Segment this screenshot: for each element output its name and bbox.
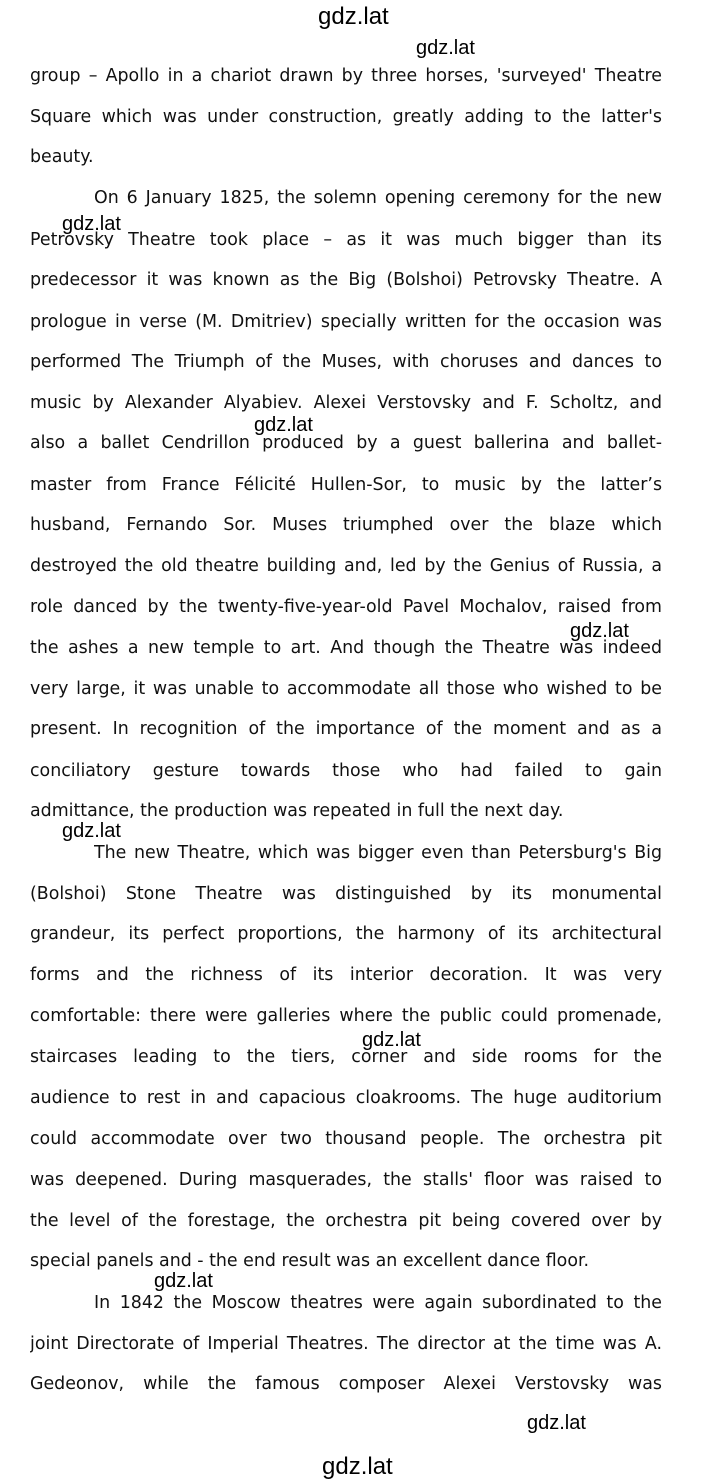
watermark: gdz.lat (254, 414, 313, 436)
text-line: special panels and - the end result was an excellent dance floor. (30, 1251, 590, 1271)
text-line: In 1842 the Moscow theatres were again subordinated to the (94, 1293, 662, 1313)
text-line: predecessor it was known as the Big (Bolshoi) Petrovsky Theatre. A (30, 270, 662, 290)
text-line: could accommodate over two thousand people. The orchestra pit (30, 1129, 662, 1149)
text-line: joint Directorate of Imperial Theatres. The director at the time was A. (30, 1334, 662, 1354)
watermark: gdz.lat (62, 213, 121, 235)
watermark-bottom: gdz.lat (322, 1453, 393, 1480)
text-line: the level of the forestage, the orchestra pit being covered over by (30, 1211, 662, 1231)
text-line: master from France Félicité Hullen-Sor, to music by the latter’s (30, 475, 662, 495)
text-line: destroyed the old theatre building and, led by the Genius of Russia, a (30, 556, 662, 576)
watermark: gdz.lat (62, 820, 121, 842)
text-line: staircases leading to the tiers, corner and side rooms for the (30, 1047, 662, 1067)
watermark: gdz.lat (416, 37, 475, 59)
watermark: gdz.lat (362, 1029, 421, 1051)
text-line: The new Theatre, which was bigger even than Petersburg's Big (94, 843, 662, 863)
text-line: admittance, the production was repeated in full the next day. (30, 801, 564, 821)
text-line: Petrovsky Theatre took place – as it was much bigger than its (30, 230, 662, 250)
text-line: grandeur, its perfect proportions, the harmony of its architectural (30, 924, 662, 944)
text-line: present. In recognition of the importance of the moment and as a (30, 719, 662, 739)
watermark-top: gdz.lat (318, 3, 389, 30)
watermark: gdz.lat (154, 1270, 213, 1292)
text-line: was deepened. During masquerades, the stalls' floor was raised to (30, 1170, 662, 1190)
text-line: audience to rest in and capacious cloakrooms. The huge auditorium (30, 1088, 662, 1108)
text-line: On 6 January 1825, the solemn opening ceremony for the new (94, 188, 662, 208)
text-line: role danced by the twenty-five-year-old Pavel Mochalov, raised from (30, 597, 662, 617)
text-line: (Bolshoi) Stone Theatre was distinguished by its monumental (30, 884, 662, 904)
text-line: prologue in verse (M. Dmitriev) specially written for the occasion was (30, 312, 662, 332)
text-line: music by Alexander Alyabiev. Alexei Verstovsky and F. Scholtz, and (30, 393, 662, 413)
text-line: very large, it was unable to accommodate all those who wished to be (30, 679, 662, 699)
text-line: Gedeonov, while the famous composer Alexei Verstovsky was (30, 1374, 662, 1394)
text-line: also a ballet Cendrillon produced by a guest ballerina and ballet- (30, 433, 662, 453)
text-line: the ashes a new temple to art. And though the Theatre was indeed (30, 638, 662, 658)
text-line: forms and the richness of its interior decoration. It was very (30, 965, 662, 985)
text-line: performed The Triumph of the Muses, with choruses and dances to (30, 352, 662, 372)
watermark: gdz.lat (570, 620, 629, 642)
text-line: Square which was under construction, greatly adding to the latter's (30, 107, 662, 127)
text-line: comfortable: there were galleries where the public could promenade, (30, 1006, 662, 1026)
watermark: gdz.lat (527, 1412, 586, 1434)
text-line: conciliatory gesture towards those who had failed to gain (30, 761, 662, 781)
text-line: husband, Fernando Sor. Muses triumphed over the blaze which (30, 515, 662, 535)
text-line: group – Apollo in a chariot drawn by three horses, 'surveyed' Theatre (30, 66, 662, 86)
text-line: beauty. (30, 147, 94, 167)
